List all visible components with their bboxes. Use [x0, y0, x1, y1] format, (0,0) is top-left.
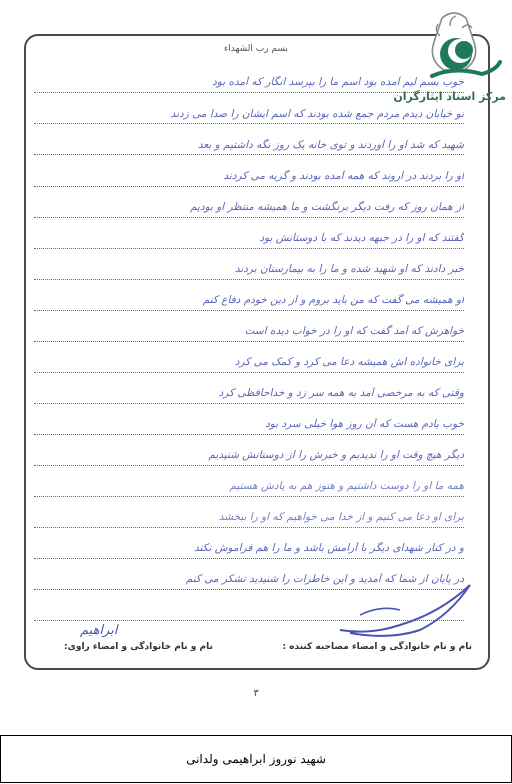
ruled-line [34, 186, 464, 187]
narrator-signature: ابراهیم [80, 623, 118, 638]
caption-text: شهید نوروز ابراهیمی ولدانی [186, 752, 326, 766]
handwritten-line: خبر دادند که او شهید شده و ما را به بیمارستان بردند [234, 263, 464, 275]
handwritten-line: برای او دعا می کنیم و از خدا می خواهیم که او را ببخشد [218, 511, 464, 523]
ruled-line [34, 310, 464, 311]
handwritten-line: از همان روز که رفت دیگر برنگشت و ما همیشه منتظر او بودیم [189, 201, 464, 213]
handwritten-line: خوب بسم لیم آمده بود اسم ما را بپرسد انگار که آمده بود [212, 76, 464, 88]
ruled-line [34, 403, 464, 404]
handwritten-line: خواهرش که آمد گفت که او را در خواب دیده است [244, 325, 464, 337]
handwritten-line: در پایان از شما که آمدید و این خاطرات را شنیدید تشکر می کنم [185, 573, 464, 585]
handwritten-line: دیگر هیچ وقت او را ندیدیم و خبرش را از دوستانش شنیدیم [208, 449, 464, 461]
interviewer-label: نام و نام خانوادگی و امضاء مصاحبه کننده : [282, 642, 472, 652]
page-number: ۳ [253, 688, 259, 699]
ruled-line [34, 92, 464, 93]
handwritten-line: وقتی که به مرخصی آمد به همه سر زد و خداحافظی کرد [218, 387, 464, 399]
handwritten-line: برای خانواده اش همیشه دعا می کرد و کمک می کرد [234, 356, 464, 368]
ruled-line [34, 527, 464, 528]
ruled-line [34, 154, 464, 155]
narrator-label: نام و نام خانوادگی و امضاء راوی: [64, 642, 213, 652]
handwritten-line: او همیشه می گفت که من باید بروم و از دین خودم دفاع کنم [202, 294, 464, 306]
handwritten-line: و در کنار شهدای دیگر با آرامش باشد و ما را هم فراموش نکند [194, 542, 464, 554]
ruled-line [34, 558, 464, 559]
handwritten-line: شهید که شد او را آوردند و توی خانه یک روز نگه داشتیم و بعد [197, 139, 464, 151]
basmala-header: بسم رب الشهداء [224, 44, 288, 54]
interviewer-signature [330, 575, 480, 645]
handwritten-line: خوب یادم هست که آن روز هوا خیلی سرد بود [265, 418, 464, 430]
ruled-line [34, 217, 464, 218]
handwritten-line: او را بردند در اروند که همه آمده بودند و گریه می کردند [223, 170, 464, 182]
handwritten-line: تو خیابان دیدم مردم جمع شده بودند که اسم ایشان را صدا می زدند [170, 108, 464, 120]
caption-box [0, 735, 512, 783]
ruled-line [34, 465, 464, 466]
handwritten-line: گفتند که او را در جبهه دیدند که با دوستانش بود [259, 232, 464, 244]
ruled-line [34, 248, 464, 249]
ruled-line [34, 341, 464, 342]
ruled-line [34, 372, 464, 373]
ruled-line [34, 123, 464, 124]
ruled-line [34, 496, 464, 497]
logo-caption: مرکز اسناد ایثارگران [393, 90, 506, 103]
ruled-line [34, 434, 464, 435]
ruled-line [34, 279, 464, 280]
handwritten-line: همه ما او را دوست داشتیم و هنوز هم به یادش هستیم [229, 480, 464, 492]
